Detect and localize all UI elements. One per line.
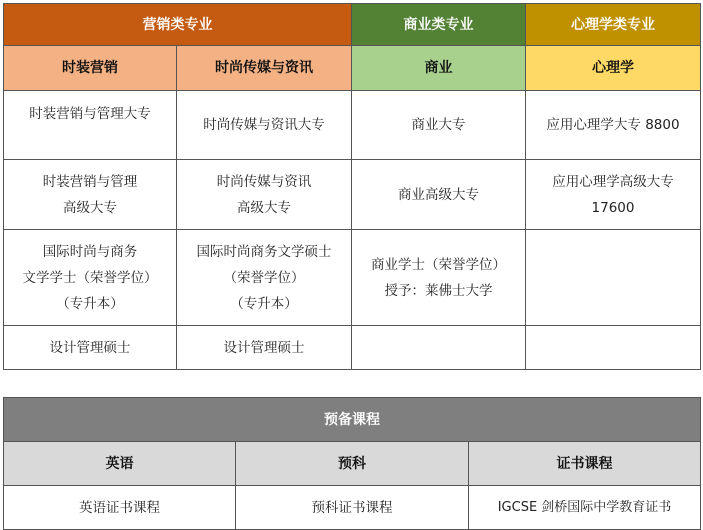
- program-line: 时装营销与管理大专: [29, 106, 151, 122]
- program-line: 高级大专: [63, 199, 117, 216]
- table-row: [4, 160, 701, 230]
- program-line: 文学学士（荣誉学位）: [22, 269, 158, 286]
- program-cell: [177, 91, 352, 160]
- business-subheader: 商业: [352, 46, 526, 91]
- program-cell: [177, 160, 352, 230]
- programs-table: [3, 3, 701, 370]
- program-line: 时尚传媒与资讯: [216, 173, 312, 190]
- program-line: 17600: [591, 199, 635, 216]
- program-cell: [352, 91, 526, 160]
- psychology-subheader: 心理学: [526, 46, 701, 91]
- program-line: 国际时尚商务文学硕士: [196, 243, 332, 260]
- empty-cell: [526, 326, 701, 370]
- foundation-header: 预科: [236, 442, 469, 486]
- program-line: （荣誉学位）: [223, 269, 305, 286]
- program-cell: [177, 326, 352, 370]
- program-cell: [526, 91, 701, 160]
- marketing-group-header: 营销类专业: [4, 4, 352, 46]
- prep-title: 预备课程: [4, 398, 701, 442]
- program-line: 应用心理学大专 8800: [546, 117, 680, 133]
- program-cell: [4, 326, 177, 370]
- program-line: 商业大专: [411, 117, 466, 133]
- program-line: （专升本）: [230, 295, 298, 312]
- table-row: [4, 486, 701, 530]
- program-line: （专升本）: [56, 295, 124, 312]
- program-line: 商业高级大专: [398, 186, 479, 203]
- program-line: 设计管理硕士: [223, 339, 305, 356]
- program-line: 高级大专: [237, 199, 291, 216]
- empty-cell: [526, 230, 701, 326]
- program-line: 时尚传媒与资讯大专: [203, 117, 325, 133]
- program-cell: [4, 91, 177, 160]
- certificate-course: IGCSE 剑桥国际中学教育证书: [469, 486, 701, 530]
- program-cell: [352, 230, 526, 326]
- foundation-course: 预科证书课程: [236, 486, 469, 530]
- program-cell: [4, 160, 177, 230]
- table-row: [4, 326, 701, 370]
- certificate-header: 证书课程: [469, 442, 701, 486]
- english-course: 英语证书课程: [4, 486, 236, 530]
- program-cell: [4, 230, 177, 326]
- program-cell: [526, 160, 701, 230]
- english-header: 英语: [4, 442, 236, 486]
- program-line: 时装营销与管理: [42, 173, 138, 190]
- program-line: 设计管理硕士: [49, 339, 131, 356]
- program-line: 授予：莱佛士大学: [384, 282, 493, 299]
- psychology-group-header: 心理学类专业: [526, 4, 701, 46]
- empty-cell: [352, 326, 526, 370]
- fashion-marketing-subheader: 时装营销: [4, 46, 177, 91]
- table-row: [4, 230, 701, 326]
- program-cell: [177, 230, 352, 326]
- fashion-media-subheader: 时尚传媒与资讯: [177, 46, 352, 91]
- business-group-header: 商业类专业: [352, 4, 526, 46]
- program-line: 国际时尚与商务: [42, 243, 138, 260]
- program-cell: [352, 160, 526, 230]
- program-line: 应用心理学高级大专: [552, 173, 674, 190]
- program-line: 商业学士（荣誉学位）: [371, 256, 506, 273]
- table-row: [4, 91, 701, 160]
- prep-courses-table: [3, 397, 701, 530]
